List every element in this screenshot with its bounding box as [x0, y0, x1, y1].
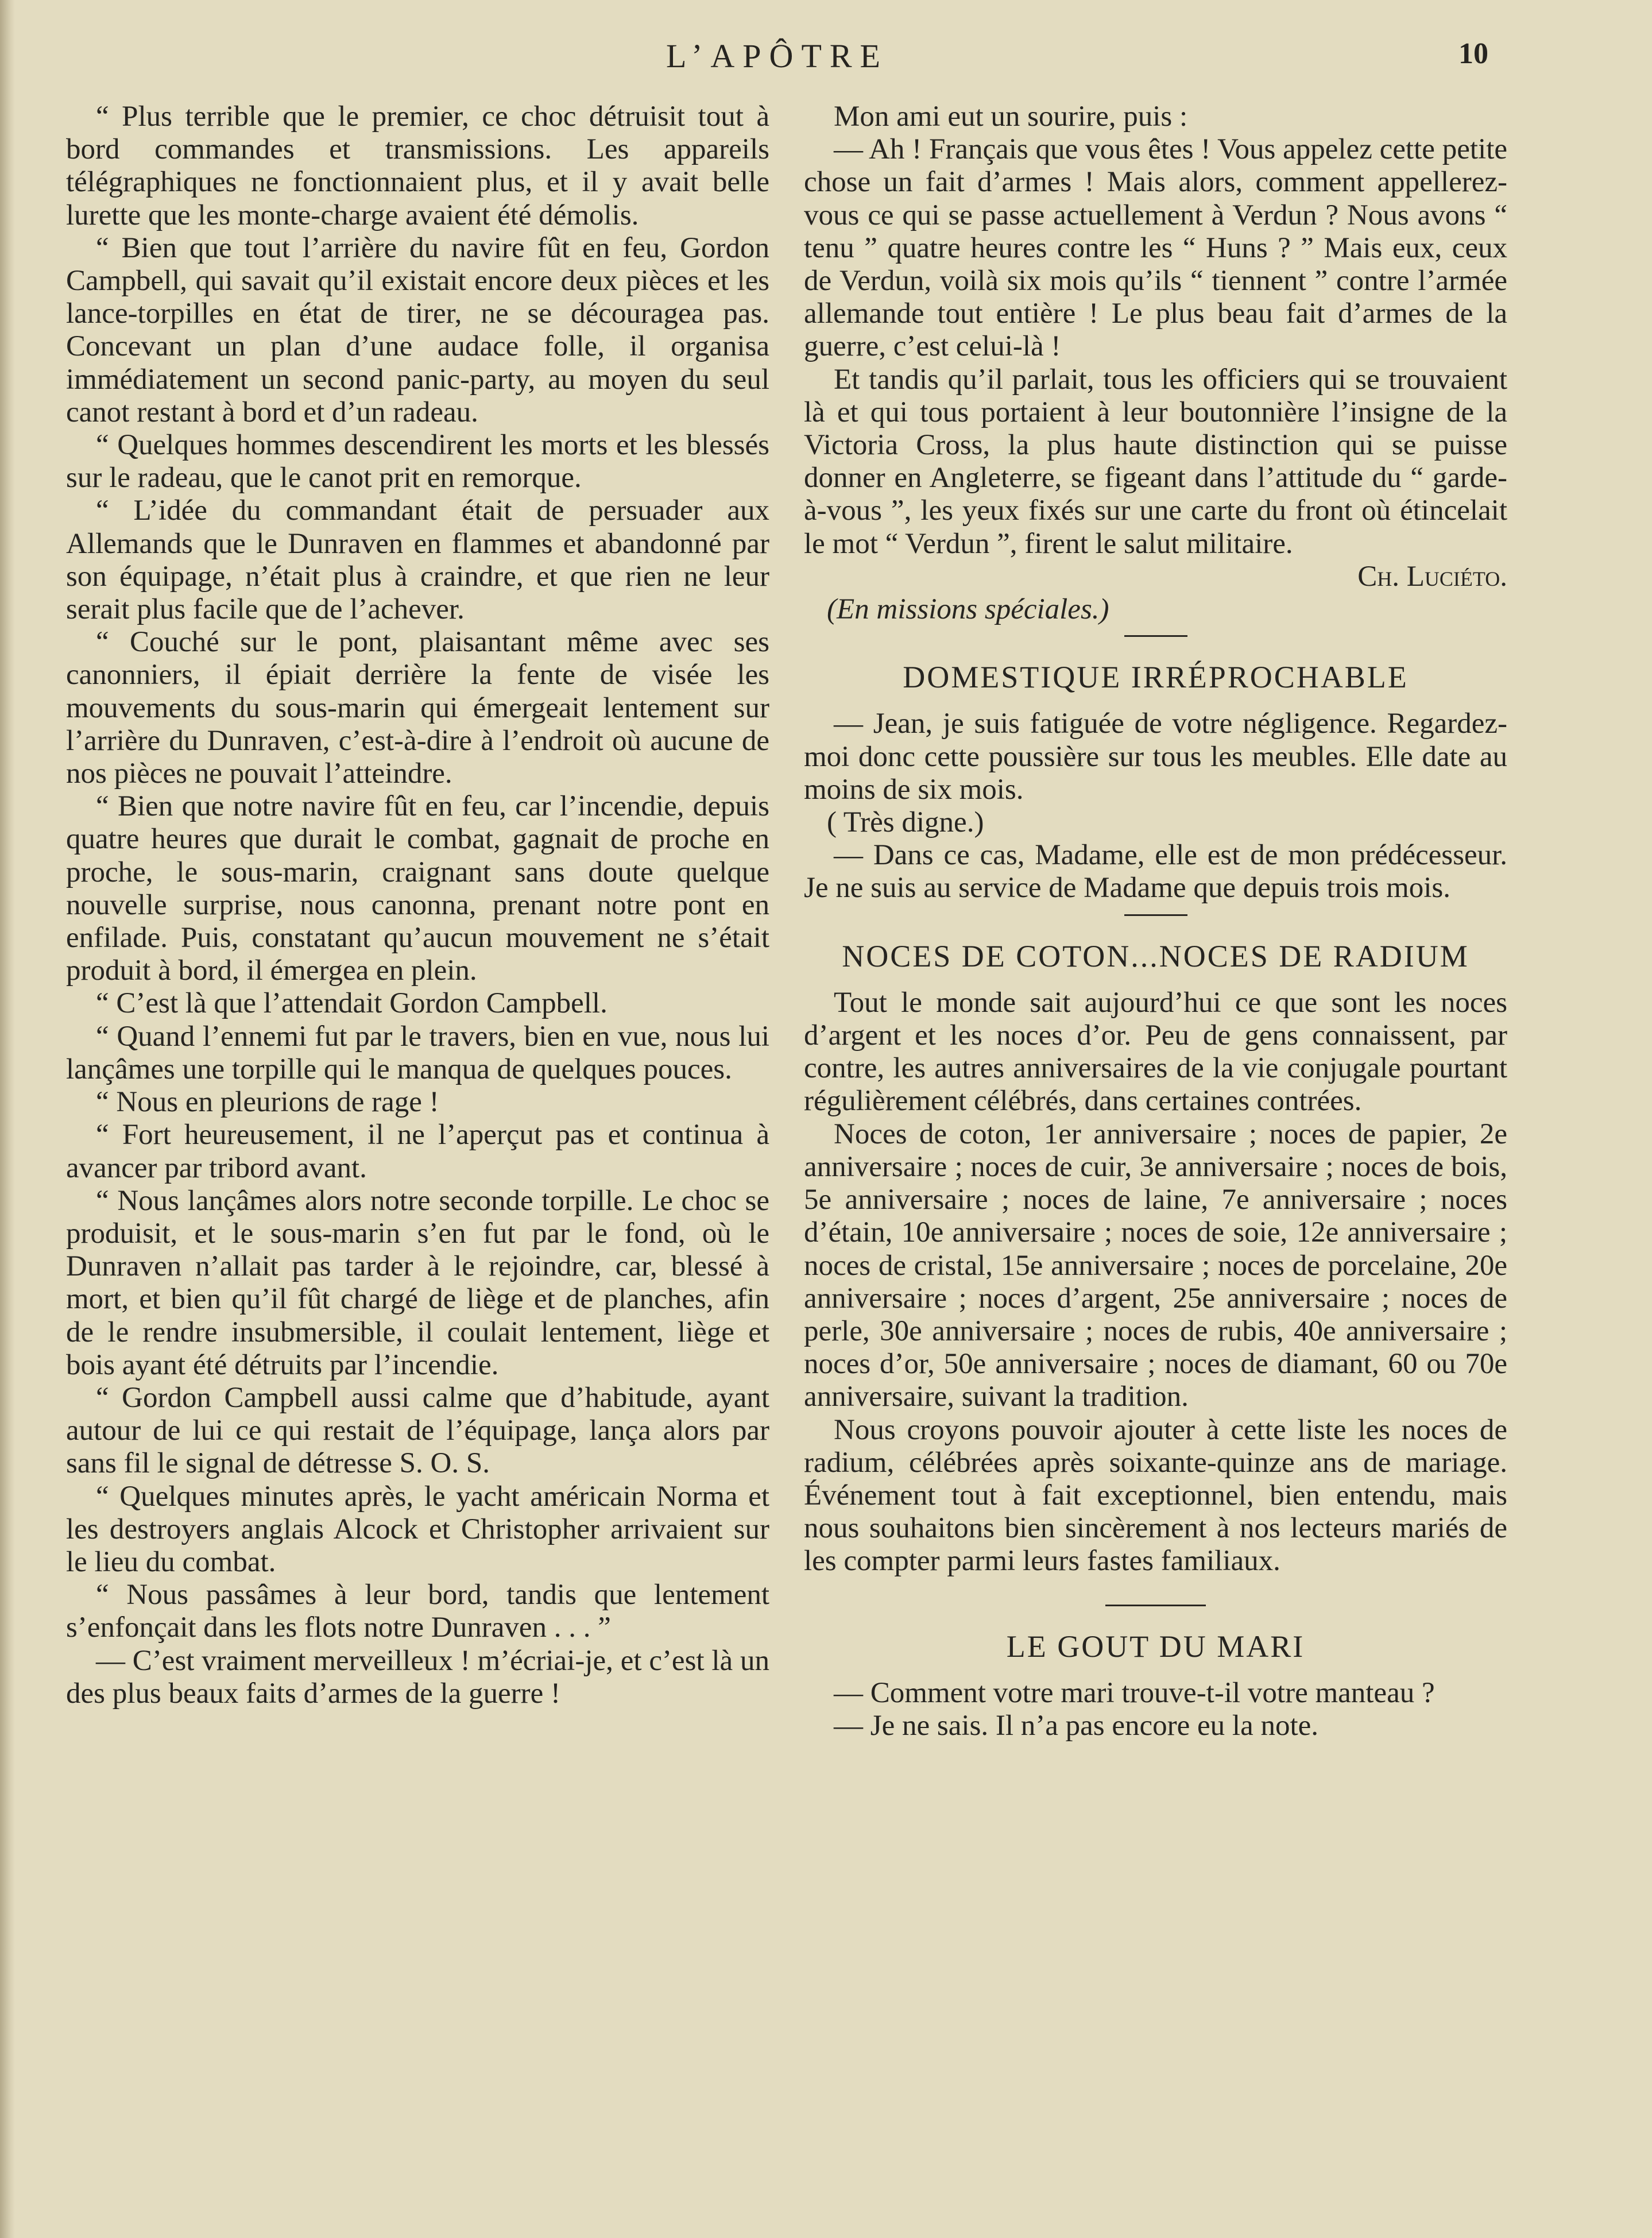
- paragraph: “ Quelques minutes après, le yacht américain Norma et les destroyers anglais Alcock et Christopher arrivaient sur le lieu du combat.: [66, 1480, 769, 1578]
- paragraph: “ Gordon Campbell aussi calme que d’habitude, ayant autour de lui ce qui restait de l’équipage, lança alors par sans fil le signal de détresse S. O. S.: [66, 1381, 769, 1480]
- paragraph: — Ah ! Français que vous êtes ! Vous appelez cette petite chose un fait d’armes ! Mais alors, comment appellerez-vous ce qui se passe actuellement à Verdun ? Nous avons “ tenu ” quatre heures contre les “ Huns ? ” Mais eux, ceux de Verdun, voilà six mois qu’ils “ tiennent ” contre l’armée allemande tout entière ! Le plus beau fait d’armes de la guerre, c’est celui-là !: [804, 133, 1507, 363]
- section-divider: [1124, 914, 1187, 916]
- paragraph: — C’est vraiment merveilleux ! m’écriai-je, et c’est là un des plus beaux faits d’armes de la guerre !: [66, 1644, 769, 1710]
- paragraph: — Comment votre mari trouve-t-il votre manteau ?: [834, 1676, 1435, 1709]
- section-divider: [1105, 1605, 1206, 1606]
- paragraph: — Dans ce cas, Madame, elle est de mon prédécesseur. Je ne suis au service de Madame que depuis trois mois.: [804, 839, 1507, 905]
- page-header: [0, 30, 1652, 82]
- paragraph: “ Plus terrible que le premier, ce choc détruisit tout à bord commandes et transmissions. Les appareils télégraphiques ne fonctionnaient plus, et il y avait belle lurette que les monte-charge avaient été démolis.: [66, 101, 769, 231]
- page-number: 10: [1458, 37, 1488, 70]
- paragraph: “ Nous lançâmes alors notre seconde torpille. Le choc se produisit, et le sous-marin s’en fut par le fond, où le Dunraven n’allait pas tarder à le rejoindre, car, blessé à mort, et bien qu’il fût chargé de liège et de planches, afin de le rendre insubmersible, il coulait lentement, liège et bois ayant été détruits par l’incendie.: [66, 1184, 769, 1381]
- paragraph: “ Nous en pleurions de rage !: [96, 1086, 439, 1119]
- paragraph: “ Bien que tout l’arrière du navire fût en feu, Gordon Campbell, qui savait qu’il existait encore deux pièces et les lance-torpilles en état de tirer, ne se découragea pas. Concevant un plan d’une audace folle, il organisa immédiatement un second panic-party, au moyen du seul canot restant à bord et d’un radeau.: [66, 231, 769, 428]
- paragraph: Mon ami eut un sourire, puis :: [834, 101, 1188, 133]
- running-title: L’APÔTRE: [666, 37, 888, 75]
- section-title-domestique: DOMESTIQUE IRRÉPROCHABLE: [903, 660, 1409, 695]
- paragraph: — Je ne sais. Il n’a pas encore eu la note.: [834, 1709, 1319, 1742]
- paragraph: “ Nous passâmes à leur bord, tandis que lentement s’enfonçait dans les flots notre Dunraven . . . ”: [66, 1579, 769, 1644]
- paragraph: Nous croyons pouvoir ajouter à cette liste les noces de radium, célébrées après soixante-quinze ans de mariage. Événement tout à fait exceptionnel, bien entendu, mais nous souhaitons bien sincèrement à nos lecteurs mariés de les compter parmi leurs fastes familiaux.: [804, 1413, 1507, 1578]
- paragraph: “ Fort heureusement, il ne l’aperçut pas et continua à avancer par tribord avant.: [66, 1119, 769, 1184]
- paragraph: “ L’idée du commandant était de persuader aux Allemands que le Dunraven en flammes et abandonné par son équipage, n’était plus à craindre, et que rien ne leur serait plus facile que de l’achever.: [66, 494, 769, 626]
- paragraph: Tout le monde sait aujourd’hui ce que sont les noces d’argent et les noces d’or. Peu de gens connaissent, par contre, les autres anniversaires de la vie conjugale pourtant régulièrement célébrés, dans certaines contrées.: [804, 986, 1507, 1118]
- paragraph: “ C’est là que l’attendait Gordon Campbell.: [96, 987, 608, 1020]
- author-signature: Ch. Luciéto.: [1357, 560, 1507, 593]
- paragraph: Noces de coton, 1er anniversaire ; noces de papier, 2e anniversaire ; noces de cuir, 3e anniversaire ; noces de bois, 5e anniversaire ; noces de laine, 7e anniversaire ; noces d’étain, 10e anniversaire ; noces de soie, 12e anniversaire ; noces de cristal, 15e anniversaire ; noces de porcelaine, 20e anniversaire ; noces d’argent, 25e anniversaire ; noces de perle, 30e anniversaire ; noces de rubis, 40e anniversaire ; noces d’or, 50e anniversaire ; noces de diamant, 60 ou 70e anniversaire, suivant la tradition.: [804, 1118, 1507, 1413]
- paragraph: “ Quelques hommes descendirent les morts et les blessés sur le radeau, que le canot prit en remorque.: [66, 429, 769, 494]
- section-title-noces: NOCES DE COTON...NOCES DE RADIUM: [842, 938, 1469, 973]
- paragraph: Et tandis qu’il parlait, tous les officiers qui se trouvaient là et qui tous portaient à leur boutonnière l’insigne de la Victoria Cross, la plus haute distinction qui se puisse donner en Angleterre, se figeant dans l’attitude du “ garde-à-vous ”, les yeux fixés sur une carte du front où étincelait le mot “ Verdun ”, firent le salut militaire.: [804, 363, 1507, 560]
- section-divider: [1124, 635, 1187, 637]
- stage-direction: ( Très digne.): [827, 806, 984, 839]
- right-column: [804, 101, 1507, 1742]
- source-citation: (En missions spéciales.): [827, 593, 1109, 626]
- paragraph: “ Couché sur le pont, plaisantant même avec ses canonniers, il épiait derrière la fente de visée les mouvements du sous-marin qui émergeait lentement sur l’arrière du Dunraven, c’est-à-dire à l’endroit où aucune de nos pièces ne pouvait l’atteindre.: [66, 626, 769, 790]
- left-column: [66, 101, 769, 1710]
- paragraph: “ Quand l’ennemi fut par le travers, bien en vue, nous lui lançâmes une torpille qui le manqua de quelques pouces.: [66, 1020, 769, 1085]
- paragraph: — Jean, je suis fatiguée de votre négligence. Regardez-moi donc cette poussière sur tous les meubles. Elle date au moins de six mois.: [804, 708, 1507, 806]
- page-spine-shadow: [0, 0, 15, 2238]
- section-title-gout: LE GOUT DU MARI: [1006, 1629, 1305, 1664]
- paragraph: “ Bien que notre navire fût en feu, car l’incendie, depuis quatre heures que durait le combat, gagnait de proche en proche, le sous-marin, craignant sans doute quelque nouvelle surprise, nous canonna, prenant notre pont en enfilade. Puis, constatant qu’aucun mouvement ne s’était produit à bord, il émergea en plein.: [66, 790, 769, 987]
